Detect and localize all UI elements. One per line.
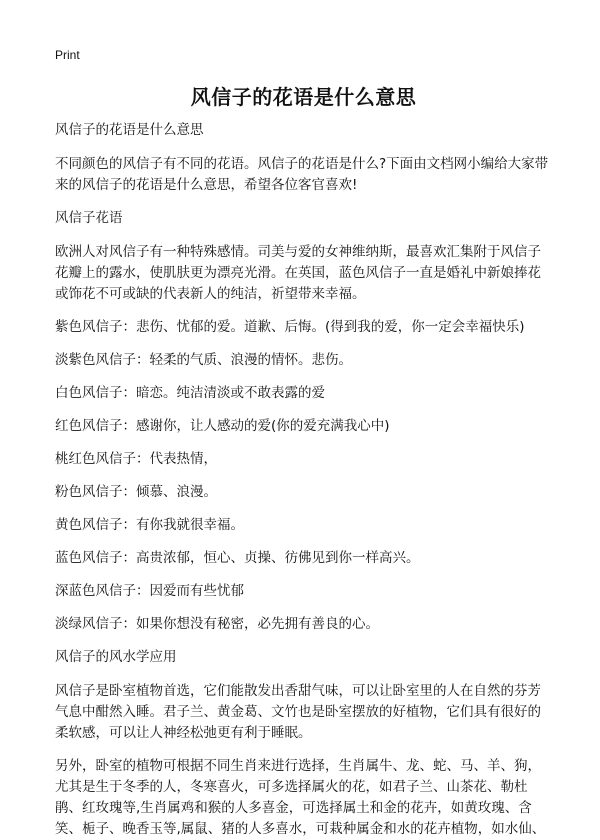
paragraph: 风信子是卧室植物首选，它们能散发出香甜气味，可以让卧室里的人在自然的芬芳气息中酣然入睡。君子兰、黄金葛、文竹也是卧室摆放的好植物，它们具有很好的柔软感，可以让人神经松弛更有利于睡眠。 [55,683,541,741]
page-title: 风信子的花语是什么意思 [190,85,417,109]
paragraph: 不同颜色的风信子有不同的花语。风信子的花语是什么?下面由文档网小编给大家带来的风信子的花语是什么意思，希望各位客官喜欢! [55,156,549,193]
flower-meaning-item: 淡紫色风信子：轻柔的气质、浪漫的情怀。悲伤。 [55,352,352,368]
flower-meaning-item: 淡绿风信子：如果你想没有秘密，必先拥有善良的心。 [55,616,379,632]
flower-meaning-item: 粉色风信子：倾慕、浪漫。 [55,484,217,500]
document-body [55,120,552,840]
paragraph: 欧洲人对风信子有一种特殊感情。司美与爱的女神维纳斯，最喜欢汇集附于风信子花瓣上的露水，使肌肤更为漂亮光滑。在英国，蓝色风信子一直是婚礼中新娘捧花或饰花不可或缺的代表新人的纯洁，祈望带来幸福。 [55,244,541,302]
section-heading: 风信子花语 [55,210,123,226]
paragraph: 另外，卧室的植物可根据不同生肖来进行选择，生肖属牛、龙、蛇、马、羊、狗，尤其是生于冬季的人，冬寒喜火，可多选择属火的花，如君子兰、山茶花、勒杜鹃、红玫瑰等,生肖属鸡和猴的人多喜金，可选择属土和金的花卉，如黄玫瑰、含笑、栀子、晚香玉等,属鼠、猪的人多喜水，可栽种属金和水的花卉植物，如水仙、 [55,758,546,837]
section-heading: 风信子的花语是什么意思 [55,122,204,138]
flower-meaning-item: 桃红色风信子：代表热情， [55,451,217,467]
flower-meaning-item: 深蓝色风信子：因爱而有些忧郁 [55,583,244,599]
flower-meaning-item: 蓝色风信子：高贵浓郁，恒心、贞操、彷佛见到你一样高兴。 [55,550,420,566]
flower-meaning-item: 白色风信子：暗恋。纯洁清淡或不敢表露的爱 [55,385,325,401]
section-heading: 风信子的风水学应用 [55,649,177,665]
flower-meaning-item: 紫色风信子：悲伤、忧郁的爱。道歉、后悔。(得到我的爱，你一定会幸福快乐) [55,319,525,335]
print-link[interactable]: Print [55,48,80,62]
flower-meaning-item: 红色风信子：感谢你，让人感动的爱(你的爱充满我心中) [55,418,390,434]
flower-meaning-item: 黄色风信子：有你我就很幸福。 [55,517,244,533]
